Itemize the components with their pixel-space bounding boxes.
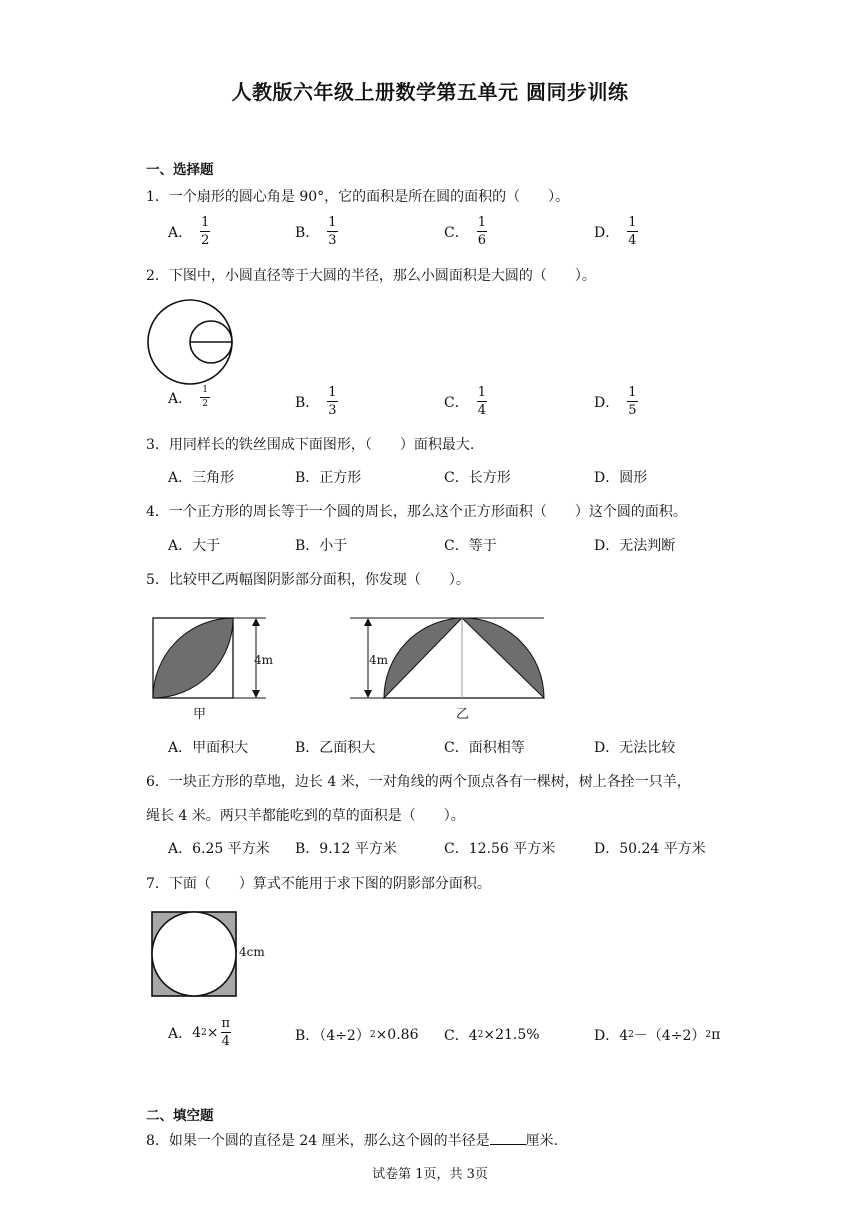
answer-blank[interactable]: [490, 1132, 526, 1145]
q6-option-d[interactable]: D．50.24 平方米: [594, 841, 706, 857]
fraction-numerator: 1: [477, 215, 486, 230]
fraction: [327, 216, 337, 247]
fraction-denominator: 3: [328, 233, 337, 248]
option-suffix: ×0.86: [375, 1027, 419, 1043]
exponent: 2: [628, 1030, 634, 1040]
q3-option-d[interactable]: D．圆形: [594, 470, 648, 486]
q3-option-a[interactable]: A．三角形: [168, 470, 235, 486]
fraction-numerator: 1: [201, 215, 210, 230]
q5-option-a[interactable]: A．甲面积大: [168, 740, 249, 756]
times-sign: ×: [206, 1024, 219, 1041]
option-letter: A．: [168, 1025, 193, 1042]
option-prefix: C．4: [444, 1028, 478, 1044]
option-letter: D．: [594, 224, 620, 241]
q4-option-d[interactable]: D．无法判断: [594, 538, 676, 554]
fraction: [627, 216, 637, 247]
arrow-up-icon: [364, 618, 372, 626]
q1-option-d[interactable]: [594, 216, 638, 247]
fraction-denominator: 3: [328, 403, 337, 418]
q4-option-b[interactable]: B．小于: [295, 538, 348, 554]
exponent: 2: [705, 1030, 712, 1040]
option-letter: C．: [444, 224, 469, 241]
base: 4: [192, 1024, 202, 1041]
q1-option-b[interactable]: [295, 216, 338, 247]
q2-circles-figure: [146, 296, 246, 396]
fraction: [327, 386, 337, 417]
option-suffix: π: [711, 1027, 721, 1043]
option-suffix: ×21.5%: [483, 1027, 540, 1043]
fraction-numerator: 1: [202, 385, 208, 395]
q7-option-d[interactable]: [594, 1025, 720, 1045]
fraction-numerator: 1: [328, 215, 337, 230]
option-letter: A．: [168, 224, 193, 241]
question-6-line-1: 6．一块正方形的草地，边长 4 米，一对角线的两个顶点各有一棵树，树上各拴一只羊，: [146, 774, 691, 790]
fraction-numerator: 1: [628, 385, 637, 400]
leaf-shaded-region: [153, 618, 233, 698]
page-footer: 试卷第 1页，共 3页: [372, 1167, 488, 1182]
exponent: 2: [369, 1030, 376, 1040]
q4-option-a[interactable]: A．大于: [168, 538, 221, 554]
question-8-suffix: 厘米.: [525, 1133, 559, 1149]
option-letter: B．: [295, 224, 320, 241]
fraction: [200, 386, 210, 409]
section-fill-heading: 二、填空题: [146, 1108, 214, 1124]
q1-option-a[interactable]: [168, 216, 210, 247]
arrow-down-icon: [252, 690, 260, 698]
yi-dimension-label: 4m: [369, 653, 389, 667]
q3-option-b[interactable]: B．正方形: [295, 470, 362, 486]
fraction: [627, 386, 637, 417]
q5-option-c[interactable]: C．面积相等: [444, 740, 525, 756]
option-middle: －（4÷2）: [633, 1028, 706, 1044]
option-letter: D．: [594, 394, 620, 411]
q4-option-c[interactable]: C．等于: [444, 538, 497, 554]
q7-option-b[interactable]: [295, 1025, 418, 1045]
fraction-denominator: 2: [200, 397, 210, 409]
question-8: [146, 1130, 558, 1150]
arrow-up-icon: [252, 618, 260, 626]
option-letter: A．: [168, 390, 193, 407]
question-5-text: 5．比较甲乙两幅图阴影部分面积，你发现（ ）。: [146, 572, 470, 588]
q7-dimension-label: 4cm: [239, 945, 265, 959]
inscribed-circle: [152, 912, 236, 996]
exponent: 2: [201, 1027, 207, 1038]
question-4-text: 4．一个正方形的周长等于一个圆的周长，那么这个正方形面积（ ）这个圆的面积。: [146, 504, 687, 520]
fraction-denominator: 4: [221, 1034, 230, 1049]
fraction: [200, 216, 210, 247]
right-shaded-segment: [462, 618, 544, 698]
q3-option-c[interactable]: C．长方形: [444, 470, 511, 486]
fraction: [477, 386, 487, 417]
q6-option-a[interactable]: A．6.25 平方米: [168, 841, 270, 857]
exponent: 2: [477, 1030, 484, 1040]
q7-circle-in-square-figure: [146, 908, 246, 1000]
question-3-text: 3．用同样长的铁丝围成下面图形，（ ）面积最大.: [146, 437, 475, 453]
question-2-text: 2．下图中，小圆直径等于大圆的半径，那么小圆面积是大圆的（ ）。: [146, 268, 596, 284]
option-prefix: D．4: [594, 1028, 629, 1044]
fraction-numerator: π: [221, 1016, 231, 1031]
fraction-denominator: 5: [628, 403, 637, 418]
fraction-denominator: 6: [477, 233, 486, 248]
page-title: 人教版六年级上册数学第五单元 圆同步训练: [231, 80, 629, 104]
option-letter: B．: [295, 394, 320, 411]
fraction-numerator: 1: [477, 385, 486, 400]
fraction-denominator: 4: [477, 403, 486, 418]
question-1-text: 1．一个扇形的圆心角是 90°，它的面积是所在圆的面积的（ ）。: [146, 189, 570, 205]
question-7-text: 7．下面（ ）算式不能用于求下图的阴影部分面积。: [146, 876, 491, 892]
question-8-text: 8．如果一个圆的直径是 24 厘米，那么这个圆的半径是: [146, 1133, 490, 1149]
q1-option-c[interactable]: [444, 216, 487, 247]
arrow-down-icon: [364, 690, 372, 698]
left-shaded-segment: [384, 618, 462, 698]
q2-option-d[interactable]: [594, 386, 638, 417]
fraction-numerator: 1: [628, 215, 637, 230]
q5-option-b[interactable]: B．乙面积大: [295, 740, 376, 756]
question-6-line-2: 绳长 4 米。两只羊都能吃到的草的面积是（ ）。: [146, 808, 465, 824]
section-choice-heading: 一、选择题: [146, 162, 214, 178]
fraction: [477, 216, 487, 247]
fraction-denominator: 4: [628, 233, 637, 248]
q7-option-a[interactable]: [168, 1017, 231, 1048]
option-prefix: B．（4÷2）: [295, 1028, 370, 1044]
fraction-numerator: 1: [328, 385, 337, 400]
q2-option-c[interactable]: [444, 386, 487, 417]
q5-option-d[interactable]: D．无法比较: [594, 740, 676, 756]
q6-option-c[interactable]: C．12.56 平方米: [444, 841, 556, 857]
q2-option-a[interactable]: [168, 386, 210, 409]
q7-option-c[interactable]: [444, 1025, 540, 1045]
figure-jia-label: 甲: [193, 707, 207, 722]
fraction: [221, 1017, 232, 1048]
option-letter: C．: [444, 394, 469, 411]
q2-option-b[interactable]: [295, 386, 338, 417]
q6-option-b[interactable]: B．9.12 平方米: [295, 841, 397, 857]
jia-dimension-label: 4m: [254, 653, 274, 667]
figure-yi-label: 乙: [456, 707, 470, 722]
fraction-denominator: 2: [201, 233, 210, 248]
